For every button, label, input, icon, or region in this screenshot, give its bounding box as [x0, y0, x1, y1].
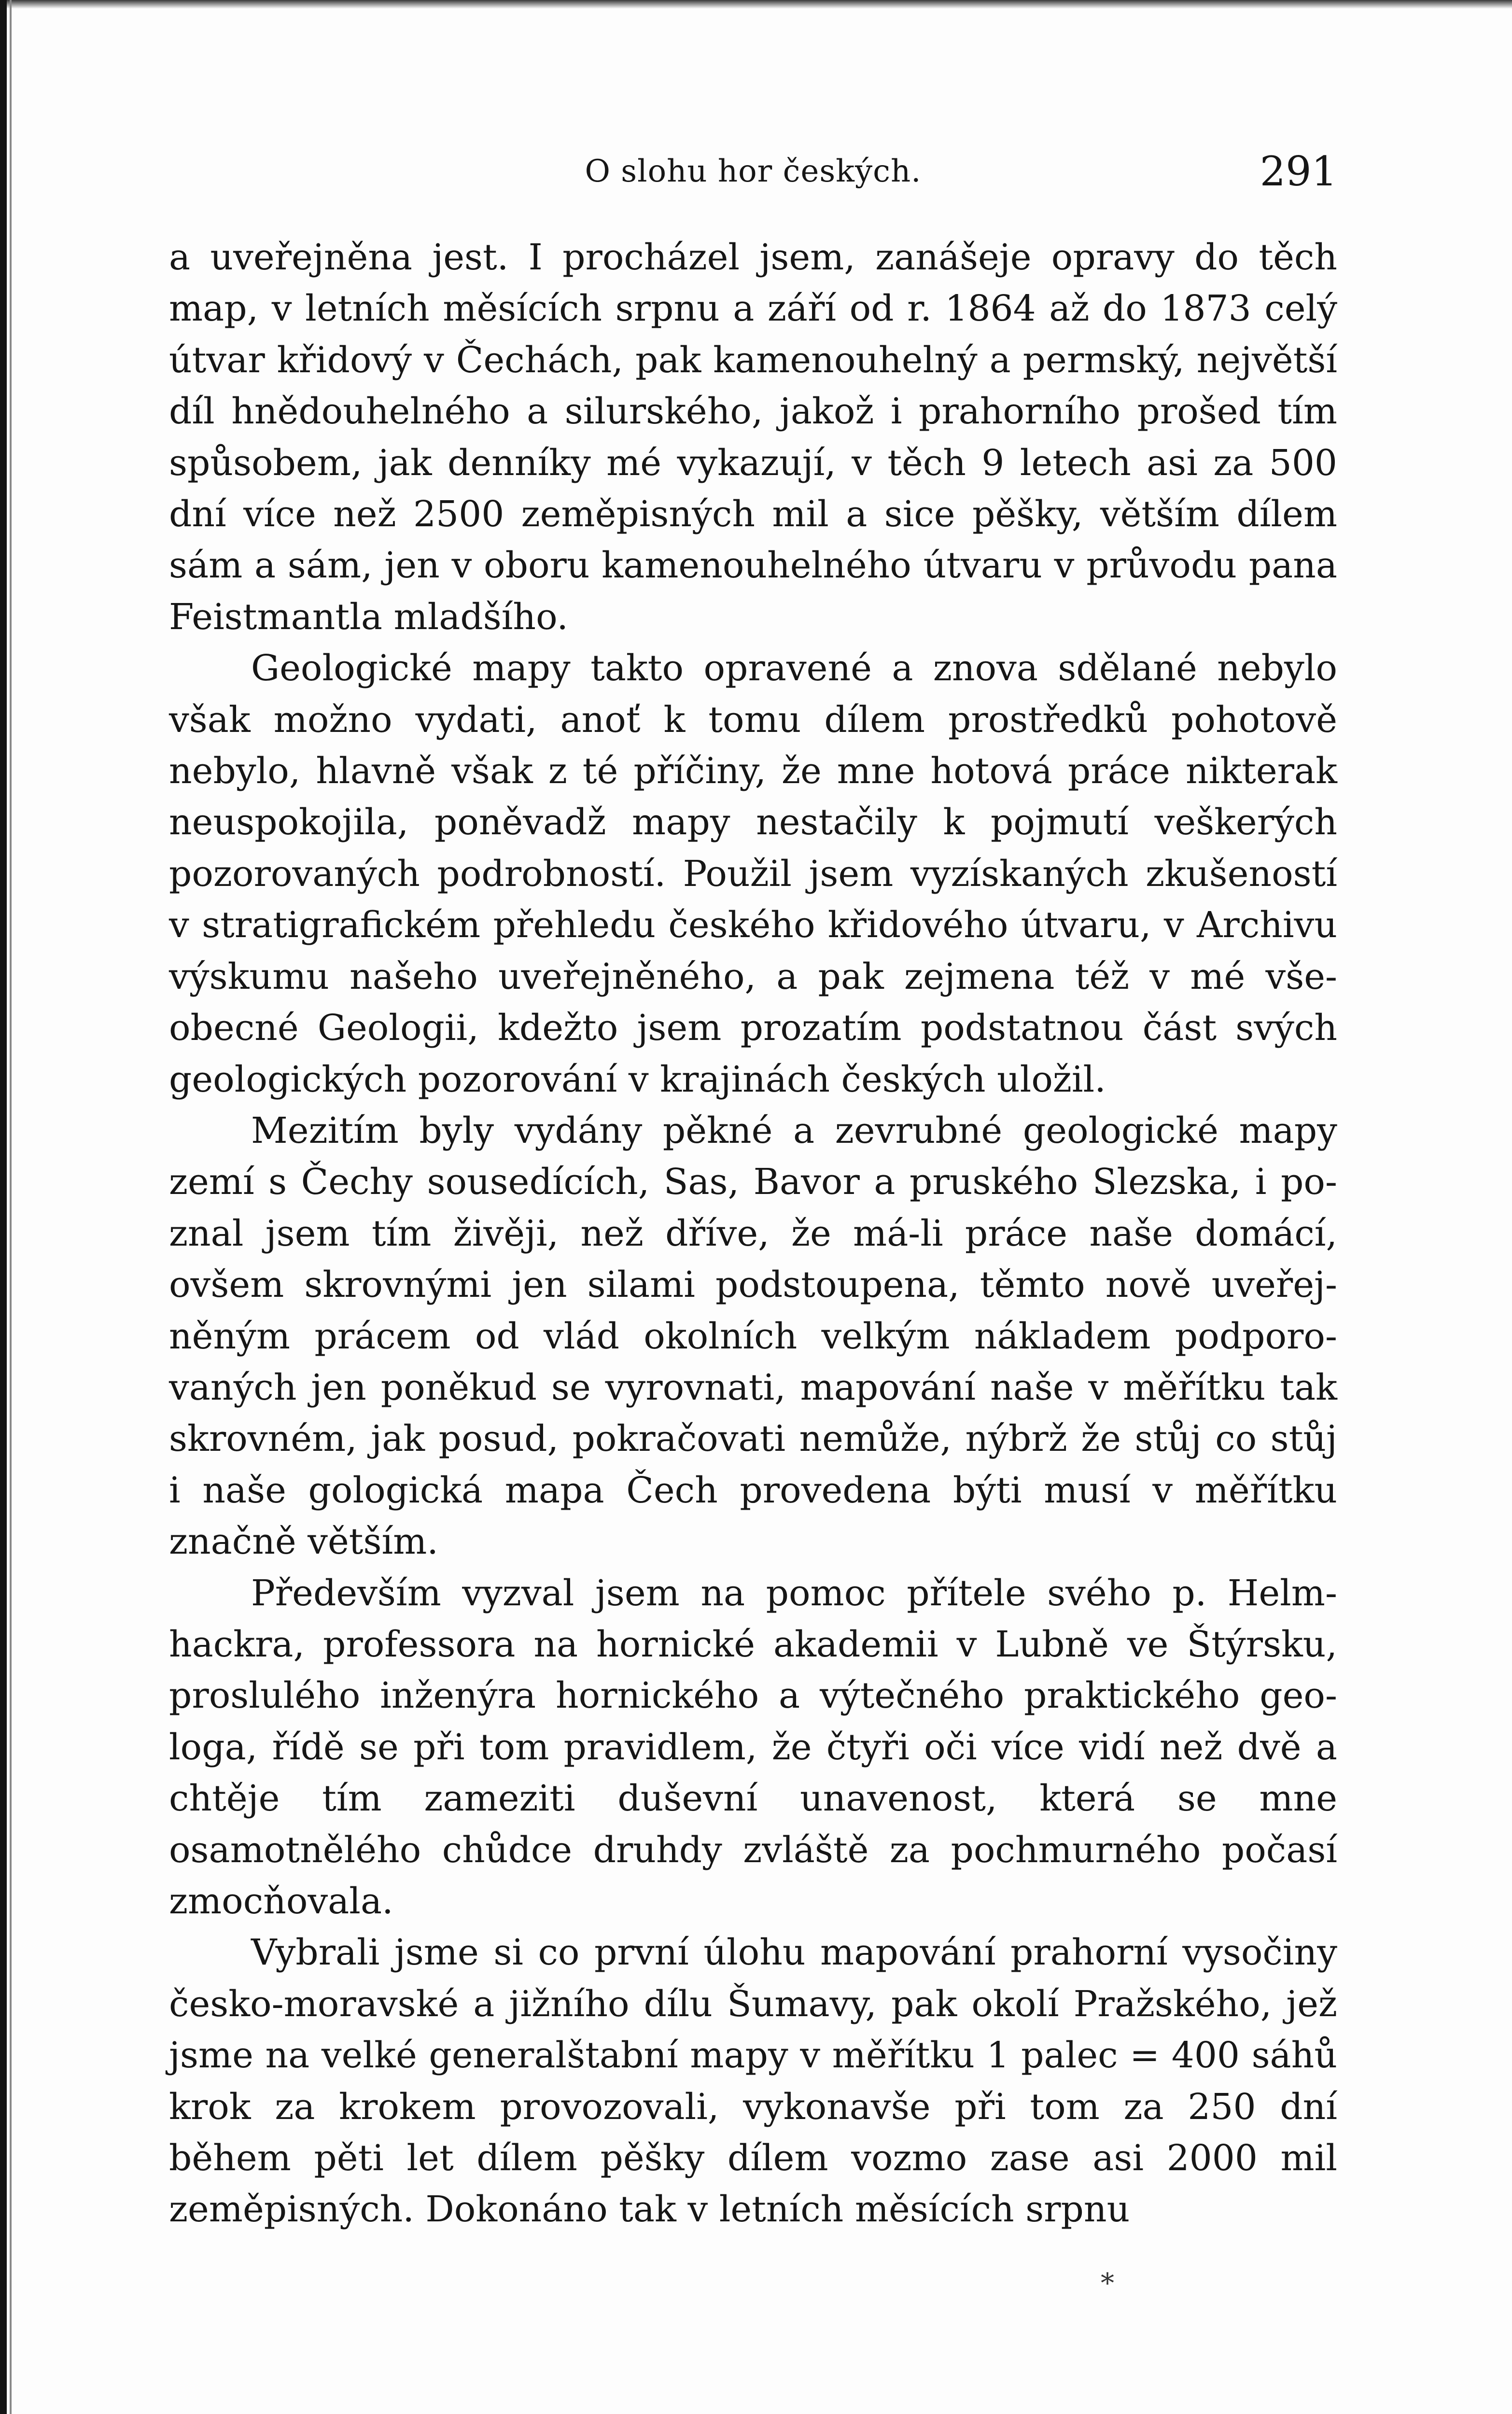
scan-binding-edge: [0, 0, 7, 2414]
paragraph: Mezitím byly vydány pěkné a zevrubné geologické mapy zemí s Čechy sousedících, Sas, Bavor a pruského Slezska, i poznal jsem tím živěji, než dříve, že má-li práce naše domácí, ovšem skrovnými jen silami podstoupena, těmto nově uveřejněným prácem od vlád okolních velkým nákladem podporovaných jen poněkud se vyrovnati, mapování naše v měřítku tak skrovném, jak posud, pokračovati nemůže, nýbrž že stůj co stůj i naše gologická mapa Čech provedena býti musí v měřítku značně větším.: [169, 1109, 1337, 1563]
signature-mark: *: [1101, 2268, 1114, 2299]
page-header: [169, 145, 1337, 198]
scan-binding-line: [10, 0, 12, 2414]
scan-top-edge: [0, 0, 1512, 9]
paragraph: Geologické mapy takto opravené a znova sdělané nebylo však možno vydati, anoť k tomu dílem prostředků pohotově nebylo, hlavně však z té příčiny, že mne hotová práce nikterak neuspokojila, poněvadž mapy nestačily k pojmutí veškerých pozorovaných podrobností. Použil jsem vyzískaných zkušeností v stratigrafickém přehledu českého křidového útvaru, v Archivu výskumu našeho uveřejněného, a pak zejmena též v mé všeobecné Geologii, kdežto jsem prozatím podstatnou část svých geologických pozorování v krajinách českých uložil.: [169, 647, 1337, 1100]
body-text: [169, 232, 1337, 2235]
paragraph: a uveřejněna jest. I procházel jsem, zanášeje opravy do těch map, v letních měsících srpnu a září od r. 1864 až do 1873 celý útvar křidový v Čechách, pak kamenouhelný a permský, největší díl hnědouhelného a silurského, jakož i prahorního prošed tím spůsobem, jak denníky mé vykazují, v těch 9 letech asi za 500 dní více než 2500 zeměpisných mil a sice pěšky, větším dílem sám a sám, jen v oboru kamenouhelného útvaru v průvodu pana Feistmantla mladšího.: [169, 237, 1337, 638]
paragraph: Především vyzval jsem na pomoc přítele svého p. Helmhackra, professora na hornické akademii v Lubně ve Štýrsku, proslulého inženýra hornického a výtečného praktického geologa, řídě se při tom pravidlem, že čtyři oči více vidí než dvě a chtěje tím zameziti duševní unavenost, která se mne osamotnělého chůdce druhdy zvláště za pochmurného počasí zmocňovala.: [169, 1572, 1337, 1922]
page-number: 291: [1260, 148, 1337, 195]
running-title: O slohu hor českých.: [585, 154, 922, 189]
paragraph: Vybrali jsme si co první úlohu mapování prahorní vysočiny česko-moravské a jižního dílu Šumavy, pak okolí Pražského, jež jsme na velké generalštabní mapy v měřítku 1 palec = 400 sáhů krok za krokem provozovali, vykonavše při tom za 250 dní během pěti let dílem pěšky dílem vozmo zase asi 2000 mil zeměpisných. Dokonáno tak v letních měsících srpnu: [169, 1932, 1337, 2231]
